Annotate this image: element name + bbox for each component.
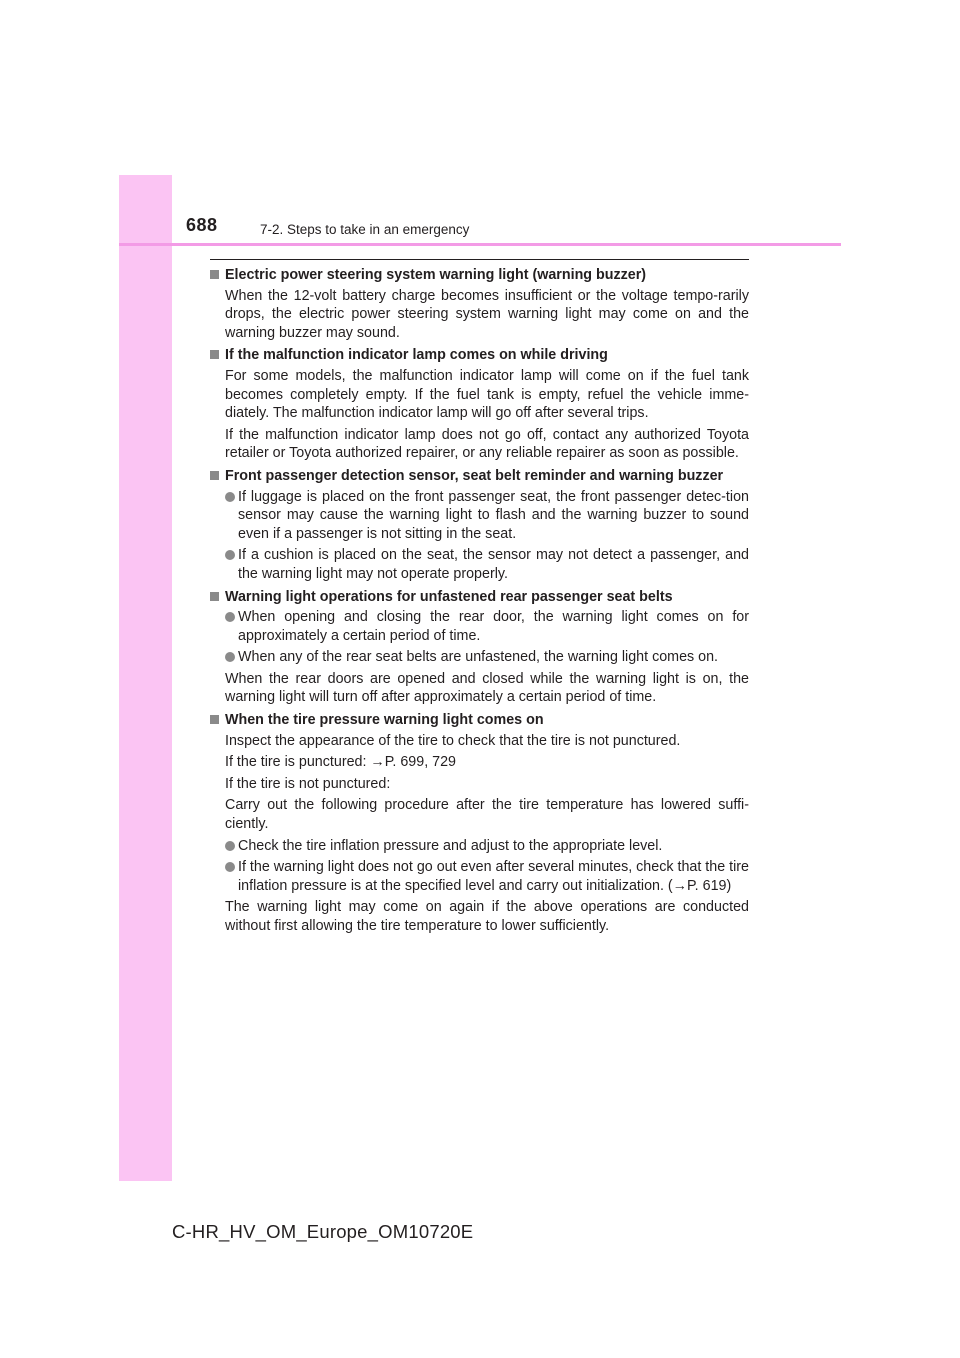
page-number: 688 [186,215,218,235]
bullet-item: If the warning light does not go out even after several minutes, check that the tire inflation pressure is at the specified level and carry out initialization. (→P. 619) [225,858,749,895]
paragraph: For some models, the malfunction indicator lamp will come on if the fuel tank becomes completely empty. If the fuel tank is empty, refuel the vehicle imme-diately. The malfunction indicator lamp will go off after several trips. [225,367,749,422]
paragraph: The warning light may come on again if the above operations are conducted without first allowing the tire temperature to lower sufficiently. [225,899,749,934]
bullet-item: When any of the rear seat belts are unfastened, the warning light comes on. [225,648,749,667]
paragraph: If the tire is not punctured: [225,775,391,792]
section-heading: Warning light operations for unfastened rear passenger seat belts [210,588,749,607]
paragraph: When the 12-volt battery charge becomes insufficient or the voltage tempo-rarily drops, the electric power steering system warning light may come on and the warning buzzer may sound. [225,287,749,341]
section-heading: Front passenger detection sensor, seat belt reminder and warning buzzer [210,467,749,486]
document-code: C-HR_HV_OM_Europe_OM10720E [172,1221,474,1242]
section-title: 7-2. Steps to take in an emergency [260,222,470,237]
paragraph: If the malfunction indicator lamp does not go off, contact any authorized Toyota retailer or Toyota authorized repairer, or any reliable repairer as soon as possible. [225,426,749,462]
page-reference-paragraph: If the tire is punctured: →P. 699, 729 [225,754,457,771]
content-top-rule [210,259,749,260]
bullet-item: If a cushion is placed on the seat, the sensor may not detect a passenger, and the warning light may not operate properly. [225,546,749,583]
side-color-band [119,175,172,1181]
header-rule [119,243,841,246]
content-body [210,262,749,936]
circle-bullet-icon [225,550,235,560]
circle-bullet-icon [225,652,235,662]
circle-bullet-icon [225,492,235,502]
bullet-item: If luggage is placed on the front passenger seat, the front passenger detec-tion sensor may cause the warning light to flash and the warning buzzer to sound even if a passenger is not sitting in the seat. [225,488,749,544]
square-bullet-icon [210,715,219,724]
circle-bullet-icon [225,862,235,872]
circle-bullet-icon [225,841,235,851]
section-heading: Electric power steering system warning light (warning buzzer) [210,266,749,285]
section-heading: If the malfunction indicator lamp comes on while driving [210,346,749,365]
bullet-item: Check the tire inflation pressure and adjust to the appropriate level. [225,837,749,856]
bullet-item: When opening and closing the rear door, the warning light comes on for approximately a certain period of time. [225,608,749,645]
section-heading: When the tire pressure warning light comes on [210,711,749,730]
square-bullet-icon [210,350,219,359]
square-bullet-icon [210,592,219,601]
circle-bullet-icon [225,612,235,622]
paragraph: Carry out the following procedure after the tire temperature has lowered suffi-ciently. [225,797,749,833]
paragraph: Inspect the appearance of the tire to check that the tire is not punctured. [225,732,681,749]
square-bullet-icon [210,471,219,480]
paragraph: When the rear doors are opened and closed while the warning light is on, the warning light will turn off after approximately a certain period of time. [225,670,749,706]
square-bullet-icon [210,270,219,279]
